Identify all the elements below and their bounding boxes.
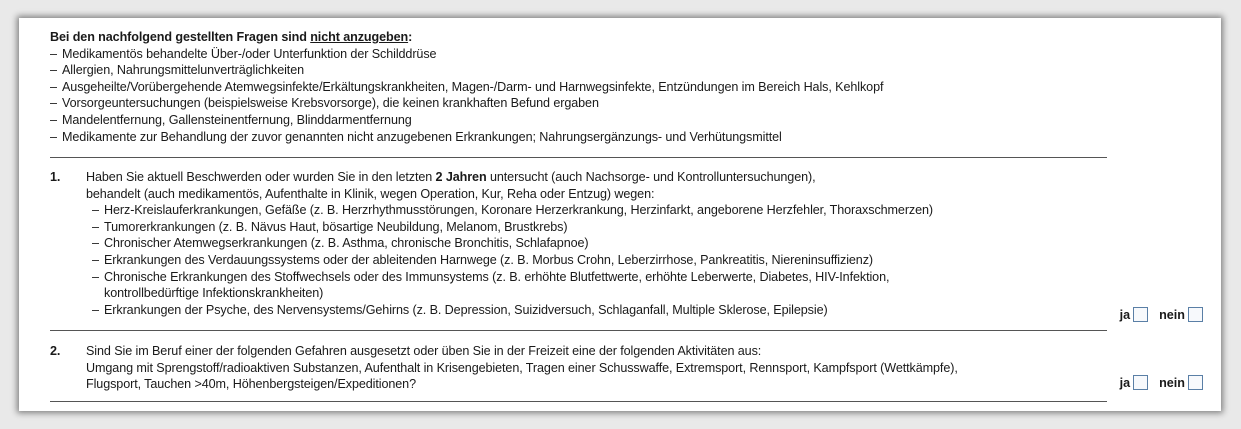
list-item: – Chronische Erkrankungen des Stoffwechsels oder des Immunsystems (z. B. erhöhte Blutfettwerte, erhöhte Leberwerte, Diabetes, HIV-Infektion, kontrollbedürftige Infektionskrankheiten)	[92, 269, 984, 302]
intro-section	[50, 29, 1220, 145]
question-line-bold: 2 Jahren	[435, 170, 487, 184]
list-item: – Herz-Kreislauferkrankungen, Gefäße (z. B. Herzrhythmusstörungen, Koronare Herzerkrankung, Herzinfarkt, angeborene Herzfehler, Thoraxschmerzen)	[92, 202, 1046, 219]
divider	[50, 401, 1107, 402]
no-label: nein	[1159, 375, 1185, 390]
question-text	[86, 169, 1046, 318]
intro-heading-suffix: :	[408, 30, 413, 44]
question-number: 2.	[50, 344, 61, 358]
list-item: – Tumorerkrankungen (z. B. Nävus Haut, bösartige Neubildung, Melanom, Brustkrebs)	[92, 219, 1046, 236]
question-line: Flugsport, Tauchen >40m, Höhenbergsteigen/Expeditionen?	[86, 377, 416, 392]
question-1-list	[92, 202, 1046, 318]
question-line-prefix: Haben Sie aktuell Beschwerden oder wurden Sie in den letzten	[86, 170, 436, 184]
yes-checkbox[interactable]	[1133, 375, 1148, 390]
no-checkbox[interactable]	[1188, 375, 1203, 390]
yes-checkbox[interactable]	[1133, 307, 1148, 322]
divider	[50, 330, 1107, 331]
question-1-answer	[1120, 307, 1203, 322]
question-line	[86, 169, 1046, 186]
list-item: – Medikamentös behandelte Über-/oder Unterfunktion der Schilddrüse	[50, 46, 1220, 63]
question-line: Sind Sie im Beruf einer der folgenden Gefahren ausgesetzt oder üben Sie in der Freizeit eine der folgenden Aktivitäten aus:	[86, 344, 762, 358]
intro-list	[50, 46, 1220, 146]
question-line-suffix: untersucht (auch Nachsorge- und Kontrolluntersuchungen),	[486, 170, 816, 184]
question-number: 1.	[50, 170, 61, 184]
list-item: – Vorsorgeuntersuchungen (beispielsweise Krebsvorsorge), die keinen krankhaften Befund ergaben	[50, 95, 1220, 112]
intro-heading-prefix: Bei den nachfolgend gestellten Fragen sind	[50, 30, 311, 44]
list-item: – Erkrankungen des Verdauungssystems oder der ableitenden Harnwege (z. B. Morbus Crohn, Leberzirrhose, Pankreatitis, Niereninsuffizienz)	[92, 252, 1046, 269]
list-item: – Medikamente zur Behandlung der zuvor genannten nicht anzugebenen Erkrankungen; Nahrungsergänzungs- und Verhütungsmittel	[50, 129, 1220, 146]
yes-label: ja	[1119, 307, 1131, 322]
question-line: Umgang mit Sprengstoff/radioaktiven Substanzen, Aufenthalt in Krisengebieten, Tragen einer Schusswaffe, Extremsport, Rennsport, Kampfsport (Wettkämpfe),	[86, 360, 958, 375]
question-text	[86, 343, 1046, 393]
list-item: – Mandelentfernung, Gallensteinentfernung, Blinddarmentfernung	[50, 112, 1220, 129]
intro-heading	[50, 29, 1220, 46]
no-label: nein	[1159, 307, 1185, 322]
yes-label: ja	[1119, 375, 1131, 390]
list-item: – Allergien, Nahrungsmittelunverträglichkeiten	[50, 62, 1220, 79]
form-sheet	[19, 18, 1221, 411]
list-item: – Ausgeheilte/Vorübergehende Atemwegsinfekte/Erkältungskrankheiten, Magen-/Darm- und Harnwegsinfekte, Entzündungen im Bereich Hals, Kehlkopf	[50, 79, 1220, 96]
question-line: behandelt (auch medikamentös, Aufenthalte in Klinik, wegen Operation, Kur, Reha oder Entzug) wegen:	[86, 186, 655, 201]
intro-heading-underlined: nicht anzugeben	[310, 30, 409, 44]
list-item: – Erkrankungen der Psyche, des Nervensystems/Gehirns (z. B. Depression, Suizidversuch, Schlaganfall, Multiple Sklerose, Epilepsie)	[92, 302, 1046, 319]
list-item: – Chronischer Atemwegserkrankungen (z. B. Asthma, chronische Bronchitis, Schlafapnoe)	[92, 235, 1046, 252]
question-2-answer	[1120, 375, 1203, 390]
no-checkbox[interactable]	[1188, 307, 1203, 322]
divider	[50, 157, 1107, 158]
